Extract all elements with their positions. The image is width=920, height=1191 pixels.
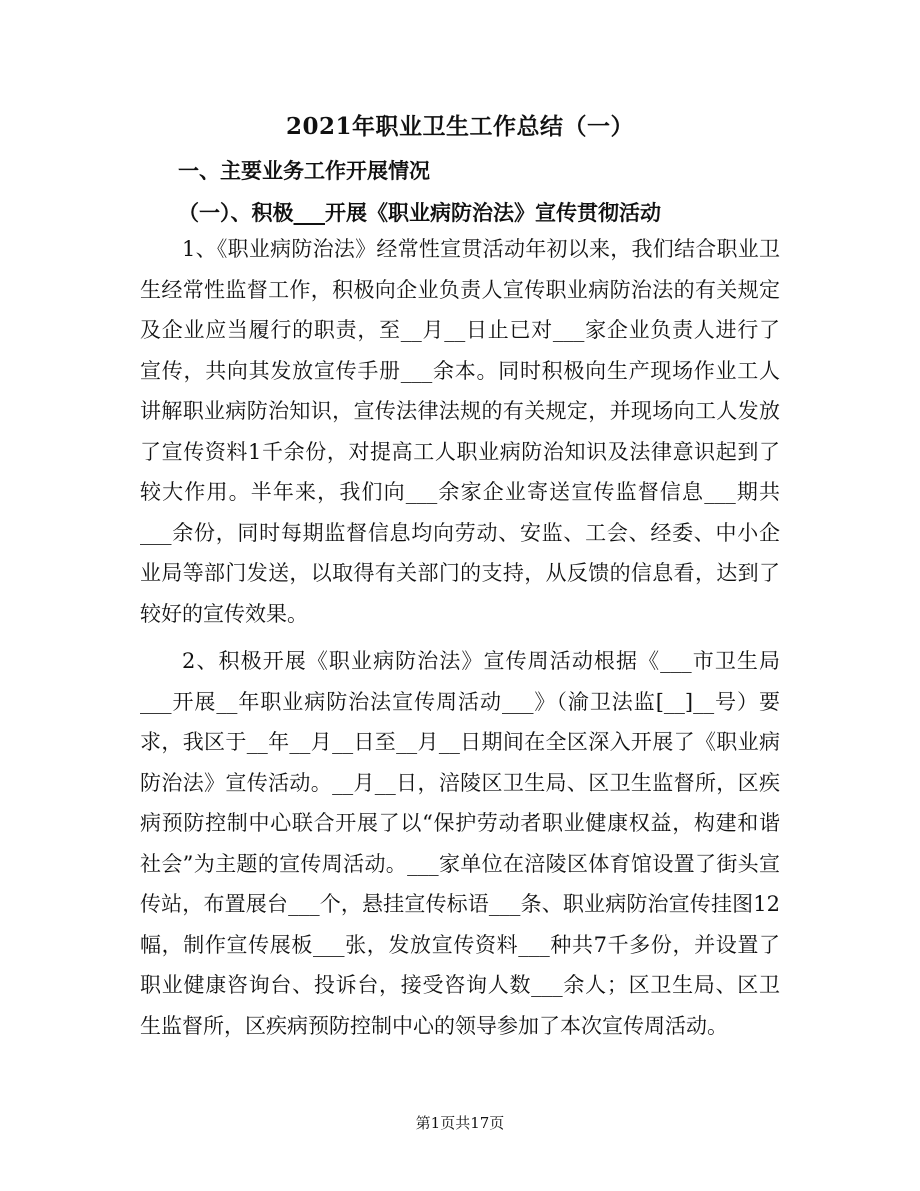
section-heading: 一、主要业务工作开展情况 [178, 158, 430, 183]
paragraph-1: 1、《职业病防治法》经常性宣贯活动年初以来，我们结合职业卫生经常性监督工作，积极向企业负责人宣传职业病防治法的有关规定及企业应当履行的职责，至__月__日止已对___家企业负责人进行了宣传，共向其发放宣传手册___余本。同时积极向生产现场作业工人讲解职业病防治知识，宣传法律法规的有关规定，并现场向工人发放了宣传资料1千余份，对提高工人职业病防治知识及法律意识起到了较大作用。半年来，我们向___余家企业寄送宣传监督信息___期共___余份，同时每期监督信息均向劳动、安监、工会、经委、中小企业局等部门发送，以取得有关部门的支持，从反馈的信息看，达到了较好的宣传效果。 [140, 237, 780, 626]
page-footer: 第1页共17页 [415, 1114, 505, 1132]
document-title: 2021年职业卫生工作总结（一） [285, 113, 634, 140]
paragraph-2: 2、积极开展《职业病防治法》宣传周活动根据《___市卫生局___开展__年职业病防治法宣传周活动___》（渝卫法监[__]__号）要求，我区于__年__月__日至__月__日期间在全区深入开展了《职业病防治法》宣传活动。__月__日，涪陵区卫生局、区卫生监督所，区疾病预防控制中心联合开展了以“保护劳动者职业健康权益，构建和谐社会”为主题的宣传周活动。___家单位在涪陵区体育馆设置了街头宣传站，布置展台___个，悬挂宣传标语___条、职业病防治宣传挂图12幅，制作宣传展板___张，发放宣传资料___种共7千多份，并设置了职业健康咨询台、投诉台，接受咨询人数___余人；区卫生局、区卫生监督所，区疾病预防控制中心的领导参加了本次宣传周活动。 [140, 649, 780, 1038]
subsection-heading: （一）、积极___开展《职业病防治法》宣传贯彻活动 [178, 200, 661, 225]
